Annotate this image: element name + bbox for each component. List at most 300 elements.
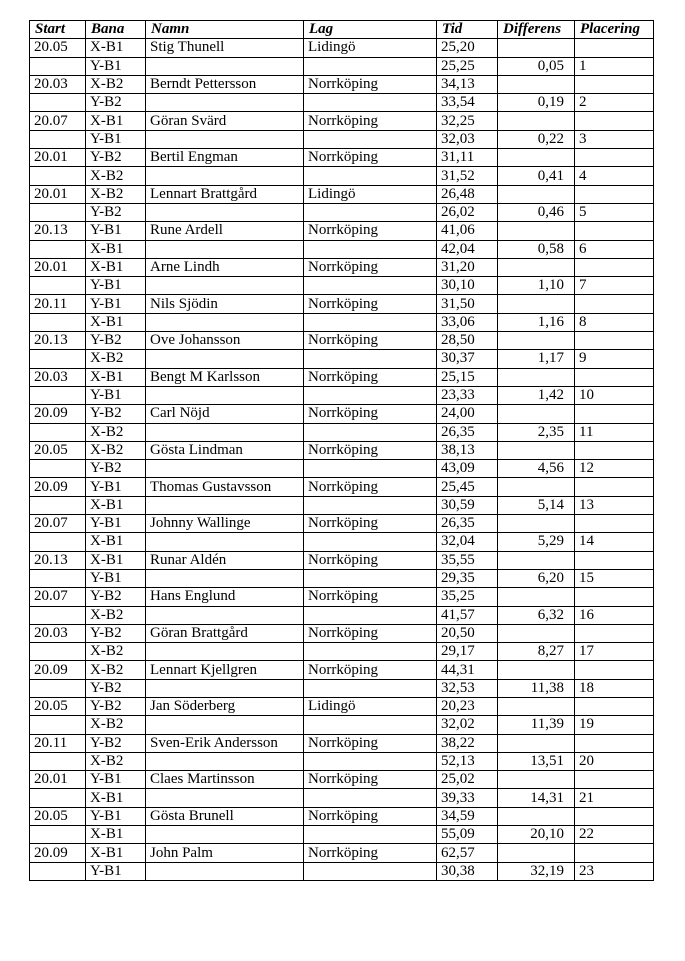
difference-cell <box>498 332 575 350</box>
table-row <box>30 807 654 825</box>
time-cell: 26,48 <box>437 185 498 203</box>
bana-cell: Y-B1 <box>86 478 146 496</box>
start-cell <box>30 203 86 221</box>
placement-cell: 13 <box>575 496 654 514</box>
placement-cell <box>575 441 654 459</box>
name-cell: Claes Martinsson <box>146 771 304 789</box>
start-cell <box>30 167 86 185</box>
team-cell: Norrköping <box>304 295 437 313</box>
column-header-bana: Bana <box>86 21 146 39</box>
team-cell: Norrköping <box>304 551 437 569</box>
difference-cell <box>498 258 575 276</box>
bana-cell: X-B2 <box>86 423 146 441</box>
table-row <box>30 752 654 770</box>
team-cell <box>304 679 437 697</box>
difference-cell <box>498 771 575 789</box>
team-cell <box>304 130 437 148</box>
bana-cell: X-B1 <box>86 258 146 276</box>
difference-cell: 2,35 <box>498 423 575 441</box>
table-row <box>30 350 654 368</box>
placement-cell <box>575 258 654 276</box>
time-cell: 25,02 <box>437 771 498 789</box>
placement-cell: 17 <box>575 643 654 661</box>
time-cell: 25,20 <box>437 39 498 57</box>
time-cell: 31,11 <box>437 149 498 167</box>
bana-cell: Y-B2 <box>86 149 146 167</box>
start-cell <box>30 386 86 404</box>
team-cell <box>304 386 437 404</box>
placement-cell <box>575 661 654 679</box>
column-header-differens: Differens <box>498 21 575 39</box>
start-cell <box>30 240 86 258</box>
difference-cell <box>498 222 575 240</box>
placement-cell <box>575 515 654 533</box>
placement-cell <box>575 368 654 386</box>
bana-cell: Y-B2 <box>86 679 146 697</box>
results-table <box>29 20 654 881</box>
table-row <box>30 551 654 569</box>
placement-cell: 2 <box>575 94 654 112</box>
placement-cell <box>575 807 654 825</box>
bana-cell: Y-B1 <box>86 57 146 75</box>
bana-cell: Y-B2 <box>86 588 146 606</box>
name-cell: Gösta Brunell <box>146 807 304 825</box>
name-cell <box>146 496 304 514</box>
team-cell: Norrköping <box>304 478 437 496</box>
start-cell: 20.13 <box>30 551 86 569</box>
start-cell: 20.03 <box>30 75 86 93</box>
name-cell <box>146 826 304 844</box>
table-row <box>30 94 654 112</box>
difference-cell <box>498 112 575 130</box>
table-row <box>30 149 654 167</box>
difference-cell: 1,17 <box>498 350 575 368</box>
table-row <box>30 57 654 75</box>
table-row <box>30 112 654 130</box>
team-cell: Norrköping <box>304 734 437 752</box>
start-cell: 20.09 <box>30 405 86 423</box>
name-cell: Runar Aldén <box>146 551 304 569</box>
start-cell <box>30 569 86 587</box>
time-cell: 34,13 <box>437 75 498 93</box>
placement-cell <box>575 588 654 606</box>
table-row <box>30 643 654 661</box>
time-cell: 23,33 <box>437 386 498 404</box>
name-cell <box>146 203 304 221</box>
team-cell <box>304 350 437 368</box>
table-row <box>30 185 654 203</box>
name-cell: Rune Ardell <box>146 222 304 240</box>
bana-cell: X-B2 <box>86 185 146 203</box>
difference-cell <box>498 515 575 533</box>
difference-cell: 1,16 <box>498 313 575 331</box>
name-cell <box>146 679 304 697</box>
placement-cell: 11 <box>575 423 654 441</box>
team-cell: Norrköping <box>304 515 437 533</box>
bana-cell: Y-B2 <box>86 460 146 478</box>
name-cell <box>146 350 304 368</box>
start-cell <box>30 679 86 697</box>
start-cell: 20.03 <box>30 368 86 386</box>
bana-cell: Y-B2 <box>86 332 146 350</box>
name-cell <box>146 57 304 75</box>
difference-cell <box>498 624 575 642</box>
start-cell: 20.05 <box>30 697 86 715</box>
difference-cell <box>498 661 575 679</box>
team-cell <box>304 203 437 221</box>
start-cell <box>30 57 86 75</box>
name-cell: Lennart Brattgård <box>146 185 304 203</box>
table-row <box>30 386 654 404</box>
difference-cell <box>498 149 575 167</box>
table-row <box>30 332 654 350</box>
team-cell <box>304 57 437 75</box>
difference-cell: 20,10 <box>498 826 575 844</box>
name-cell: Jan Söderberg <box>146 697 304 715</box>
placement-cell <box>575 222 654 240</box>
start-cell: 20.05 <box>30 39 86 57</box>
team-cell: Norrköping <box>304 588 437 606</box>
placement-cell <box>575 771 654 789</box>
bana-cell: X-B1 <box>86 313 146 331</box>
start-cell: 20.09 <box>30 844 86 862</box>
team-cell: Norrköping <box>304 75 437 93</box>
difference-cell <box>498 807 575 825</box>
bana-cell: Y-B1 <box>86 222 146 240</box>
time-cell: 32,03 <box>437 130 498 148</box>
start-cell: 20.07 <box>30 112 86 130</box>
placement-cell <box>575 185 654 203</box>
start-cell: 20.13 <box>30 222 86 240</box>
bana-cell: X-B1 <box>86 844 146 862</box>
time-cell: 26,02 <box>437 203 498 221</box>
placement-cell: 1 <box>575 57 654 75</box>
bana-cell: X-B2 <box>86 441 146 459</box>
time-cell: 24,00 <box>437 405 498 423</box>
column-header-namn: Namn <box>146 21 304 39</box>
placement-cell: 15 <box>575 569 654 587</box>
table-row <box>30 460 654 478</box>
start-cell: 20.01 <box>30 185 86 203</box>
placement-cell <box>575 149 654 167</box>
difference-cell: 0,05 <box>498 57 575 75</box>
team-cell <box>304 533 437 551</box>
table-row <box>30 295 654 313</box>
time-cell: 25,45 <box>437 478 498 496</box>
time-cell: 52,13 <box>437 752 498 770</box>
time-cell: 41,57 <box>437 606 498 624</box>
team-cell <box>304 569 437 587</box>
time-cell: 42,04 <box>437 240 498 258</box>
table-row <box>30 716 654 734</box>
time-cell: 30,59 <box>437 496 498 514</box>
name-cell: Bengt M Karlsson <box>146 368 304 386</box>
placement-cell: 10 <box>575 386 654 404</box>
team-cell <box>304 862 437 880</box>
table-row <box>30 405 654 423</box>
time-cell: 38,13 <box>437 441 498 459</box>
placement-cell <box>575 332 654 350</box>
bana-cell: X-B2 <box>86 350 146 368</box>
start-cell: 20.13 <box>30 332 86 350</box>
name-cell: Sven-Erik Andersson <box>146 734 304 752</box>
start-cell: 20.07 <box>30 515 86 533</box>
difference-cell: 13,51 <box>498 752 575 770</box>
name-cell <box>146 94 304 112</box>
placement-cell <box>575 39 654 57</box>
time-cell: 30,10 <box>437 277 498 295</box>
team-cell <box>304 423 437 441</box>
header-row <box>30 21 654 39</box>
team-cell: Norrköping <box>304 112 437 130</box>
team-cell: Norrköping <box>304 441 437 459</box>
table-row <box>30 478 654 496</box>
team-cell: Norrköping <box>304 844 437 862</box>
start-cell <box>30 789 86 807</box>
time-cell: 35,55 <box>437 551 498 569</box>
time-cell: 33,06 <box>437 313 498 331</box>
name-cell <box>146 423 304 441</box>
bana-cell: Y-B2 <box>86 203 146 221</box>
table-row <box>30 624 654 642</box>
difference-cell <box>498 185 575 203</box>
team-cell <box>304 240 437 258</box>
column-header-lag: Lag <box>304 21 437 39</box>
time-cell: 25,25 <box>437 57 498 75</box>
start-cell: 20.07 <box>30 588 86 606</box>
start-cell: 20.03 <box>30 624 86 642</box>
bana-cell: X-B2 <box>86 75 146 93</box>
bana-cell: X-B2 <box>86 752 146 770</box>
team-cell: Norrköping <box>304 222 437 240</box>
placement-cell <box>575 734 654 752</box>
bana-cell: Y-B1 <box>86 569 146 587</box>
start-cell <box>30 350 86 368</box>
team-cell <box>304 460 437 478</box>
table-row <box>30 789 654 807</box>
time-cell: 29,17 <box>437 643 498 661</box>
time-cell: 55,09 <box>437 826 498 844</box>
table-row <box>30 844 654 862</box>
start-cell: 20.11 <box>30 734 86 752</box>
start-cell <box>30 460 86 478</box>
placement-cell: 18 <box>575 679 654 697</box>
placement-cell <box>575 405 654 423</box>
name-cell <box>146 533 304 551</box>
placement-cell: 4 <box>575 167 654 185</box>
name-cell: Stig Thunell <box>146 39 304 57</box>
table-row <box>30 313 654 331</box>
time-cell: 30,38 <box>437 862 498 880</box>
name-cell <box>146 716 304 734</box>
placement-cell: 5 <box>575 203 654 221</box>
difference-cell: 11,39 <box>498 716 575 734</box>
start-cell <box>30 862 86 880</box>
name-cell <box>146 643 304 661</box>
difference-cell: 11,38 <box>498 679 575 697</box>
bana-cell: Y-B2 <box>86 697 146 715</box>
time-cell: 29,35 <box>437 569 498 587</box>
time-cell: 20,50 <box>437 624 498 642</box>
bana-cell: Y-B2 <box>86 405 146 423</box>
bana-cell: Y-B2 <box>86 94 146 112</box>
start-cell: 20.09 <box>30 478 86 496</box>
table-row <box>30 39 654 57</box>
name-cell <box>146 240 304 258</box>
start-cell <box>30 277 86 295</box>
team-cell: Norrköping <box>304 332 437 350</box>
difference-cell: 6,32 <box>498 606 575 624</box>
bana-cell: X-B2 <box>86 643 146 661</box>
start-cell <box>30 130 86 148</box>
difference-cell: 0,46 <box>498 203 575 221</box>
time-cell: 33,54 <box>437 94 498 112</box>
team-cell <box>304 789 437 807</box>
placement-cell <box>575 295 654 313</box>
bana-cell: X-B2 <box>86 661 146 679</box>
table-row <box>30 679 654 697</box>
time-cell: 32,53 <box>437 679 498 697</box>
time-cell: 20,23 <box>437 697 498 715</box>
bana-cell: X-B1 <box>86 826 146 844</box>
time-cell: 25,15 <box>437 368 498 386</box>
name-cell <box>146 606 304 624</box>
name-cell: Nils Sjödin <box>146 295 304 313</box>
placement-cell: 16 <box>575 606 654 624</box>
placement-cell: 3 <box>575 130 654 148</box>
team-cell: Lidingö <box>304 185 437 203</box>
table-row <box>30 130 654 148</box>
bana-cell: X-B2 <box>86 716 146 734</box>
table-row <box>30 588 654 606</box>
bana-cell: Y-B1 <box>86 771 146 789</box>
start-cell: 20.05 <box>30 807 86 825</box>
table-row <box>30 569 654 587</box>
difference-cell: 6,20 <box>498 569 575 587</box>
team-cell: Norrköping <box>304 405 437 423</box>
name-cell: Hans Englund <box>146 588 304 606</box>
name-cell <box>146 569 304 587</box>
team-cell: Norrköping <box>304 258 437 276</box>
team-cell: Norrköping <box>304 624 437 642</box>
start-cell <box>30 606 86 624</box>
table-row <box>30 240 654 258</box>
start-cell <box>30 313 86 331</box>
table-row <box>30 423 654 441</box>
name-cell <box>146 386 304 404</box>
difference-cell <box>498 734 575 752</box>
bana-cell: X-B2 <box>86 167 146 185</box>
placement-cell: 19 <box>575 716 654 734</box>
team-cell: Norrköping <box>304 368 437 386</box>
bana-cell: Y-B2 <box>86 624 146 642</box>
team-cell: Norrköping <box>304 661 437 679</box>
placement-cell <box>575 75 654 93</box>
table-row <box>30 515 654 533</box>
team-cell: Lidingö <box>304 697 437 715</box>
table-row <box>30 862 654 880</box>
bana-cell: X-B1 <box>86 533 146 551</box>
bana-cell: X-B1 <box>86 240 146 258</box>
name-cell: Gösta Lindman <box>146 441 304 459</box>
difference-cell <box>498 588 575 606</box>
team-cell <box>304 643 437 661</box>
start-cell: 20.01 <box>30 771 86 789</box>
bana-cell: Y-B1 <box>86 515 146 533</box>
time-cell: 35,25 <box>437 588 498 606</box>
start-cell <box>30 716 86 734</box>
column-header-tid: Tid <box>437 21 498 39</box>
table-row <box>30 606 654 624</box>
team-cell: Norrköping <box>304 807 437 825</box>
name-cell: Arne Lindh <box>146 258 304 276</box>
name-cell <box>146 789 304 807</box>
time-cell: 31,20 <box>437 258 498 276</box>
start-cell <box>30 533 86 551</box>
time-cell: 43,09 <box>437 460 498 478</box>
bana-cell: Y-B1 <box>86 807 146 825</box>
bana-cell: X-B1 <box>86 368 146 386</box>
difference-cell <box>498 844 575 862</box>
difference-cell: 0,19 <box>498 94 575 112</box>
placement-cell <box>575 697 654 715</box>
start-cell: 20.01 <box>30 258 86 276</box>
start-cell: 20.05 <box>30 441 86 459</box>
difference-cell: 32,19 <box>498 862 575 880</box>
difference-cell: 8,27 <box>498 643 575 661</box>
difference-cell: 5,29 <box>498 533 575 551</box>
difference-cell: 14,31 <box>498 789 575 807</box>
bana-cell: X-B1 <box>86 789 146 807</box>
bana-cell: Y-B2 <box>86 734 146 752</box>
time-cell: 28,50 <box>437 332 498 350</box>
table-row <box>30 203 654 221</box>
team-cell: Lidingö <box>304 39 437 57</box>
placement-cell: 23 <box>575 862 654 880</box>
time-cell: 32,04 <box>437 533 498 551</box>
bana-cell: Y-B1 <box>86 295 146 313</box>
placement-cell: 21 <box>575 789 654 807</box>
team-cell <box>304 167 437 185</box>
difference-cell: 1,42 <box>498 386 575 404</box>
difference-cell <box>498 295 575 313</box>
time-cell: 34,59 <box>437 807 498 825</box>
table-row <box>30 222 654 240</box>
name-cell: John Palm <box>146 844 304 862</box>
team-cell <box>304 496 437 514</box>
name-cell <box>146 313 304 331</box>
name-cell: Thomas Gustavsson <box>146 478 304 496</box>
difference-cell <box>498 478 575 496</box>
time-cell: 32,02 <box>437 716 498 734</box>
difference-cell: 1,10 <box>498 277 575 295</box>
name-cell <box>146 752 304 770</box>
name-cell <box>146 130 304 148</box>
team-cell <box>304 277 437 295</box>
difference-cell <box>498 405 575 423</box>
name-cell <box>146 460 304 478</box>
name-cell: Ove Johansson <box>146 332 304 350</box>
difference-cell <box>498 39 575 57</box>
difference-cell <box>498 75 575 93</box>
placement-cell <box>575 112 654 130</box>
column-header-start: Start <box>30 21 86 39</box>
start-cell <box>30 752 86 770</box>
difference-cell <box>498 551 575 569</box>
bana-cell: X-B1 <box>86 112 146 130</box>
team-cell <box>304 313 437 331</box>
start-cell <box>30 826 86 844</box>
